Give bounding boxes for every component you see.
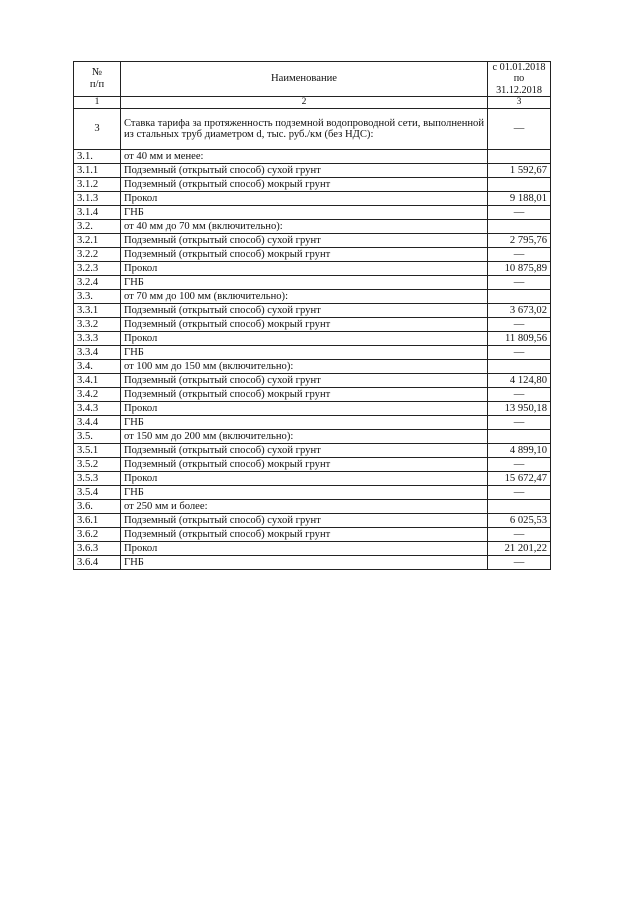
row-name: Подземный (открытый способ) мокрый грунт: [121, 528, 488, 542]
row-value: 10 875,89: [488, 262, 551, 276]
row-value: —: [488, 486, 551, 500]
row-name: ГНБ: [121, 276, 488, 290]
row-value: 3 673,02: [488, 304, 551, 318]
intro-row: [74, 109, 551, 150]
row-name: Подземный (открытый способ) мокрый грунт: [121, 178, 488, 192]
row-value: 9 188,01: [488, 192, 551, 206]
table-row: [74, 556, 551, 570]
row-name: Прокол: [121, 542, 488, 556]
tariff-table: [73, 61, 551, 570]
row-name: Прокол: [121, 262, 488, 276]
row-name: от 70 мм до 100 мм (включительно):: [121, 290, 488, 304]
table-row: [74, 430, 551, 444]
row-value: [488, 178, 551, 192]
table-row: [74, 192, 551, 206]
row-value: [488, 360, 551, 374]
column-index-row: [74, 97, 551, 109]
table-row: [74, 178, 551, 192]
table-row: [74, 248, 551, 262]
row-num: 3.2.3: [74, 262, 121, 276]
table-row: [74, 416, 551, 430]
row-num: 3.1.: [74, 150, 121, 164]
row-num: 3.6.2: [74, 528, 121, 542]
table-row: [74, 374, 551, 388]
row-name: ГНБ: [121, 556, 488, 570]
row-value: —: [488, 276, 551, 290]
row-name: ГНБ: [121, 206, 488, 220]
row-num: 3.6.1: [74, 514, 121, 528]
row-num: 3.1.4: [74, 206, 121, 220]
row-num: 3.6.4: [74, 556, 121, 570]
row-num: 3.3.1: [74, 304, 121, 318]
row-name: от 40 мм до 70 мм (включительно):: [121, 220, 488, 234]
column-index-2: 2: [121, 97, 488, 109]
row-name: Прокол: [121, 402, 488, 416]
header-value: с 01.01.2018 по 31.12.2018: [488, 62, 551, 97]
row-value: —: [488, 346, 551, 360]
row-num: 3.5.2: [74, 458, 121, 472]
row-num: 3.1.1: [74, 164, 121, 178]
row-value: —: [488, 556, 551, 570]
row-name: Подземный (открытый способ) мокрый грунт: [121, 388, 488, 402]
table-row: [74, 486, 551, 500]
row-name: от 40 мм и менее:: [121, 150, 488, 164]
table-row: [74, 472, 551, 486]
row-num: 3.3.4: [74, 346, 121, 360]
row-name: ГНБ: [121, 416, 488, 430]
row-num: 3.6.: [74, 500, 121, 514]
row-value: —: [488, 416, 551, 430]
row-name: от 150 мм до 200 мм (включительно):: [121, 430, 488, 444]
intro-name: Ставка тарифа за протяженность подземной водопроводной сети, выполненной из стальных труб диаметром d, тыс. руб./км (без НДС):: [121, 109, 488, 150]
row-value: [488, 220, 551, 234]
table-row: [74, 444, 551, 458]
row-name: ГНБ: [121, 486, 488, 500]
row-value: [488, 430, 551, 444]
row-name: Подземный (открытый способ) мокрый грунт: [121, 318, 488, 332]
row-value: —: [488, 388, 551, 402]
table-row: [74, 500, 551, 514]
table-row: [74, 290, 551, 304]
row-name: Прокол: [121, 192, 488, 206]
table-row: [74, 206, 551, 220]
row-value: —: [488, 206, 551, 220]
table-row: [74, 150, 551, 164]
table-row: [74, 402, 551, 416]
row-num: 3.6.3: [74, 542, 121, 556]
row-num: 3.3.2: [74, 318, 121, 332]
row-name: Подземный (открытый способ) сухой грунт: [121, 444, 488, 458]
row-value: 4 899,10: [488, 444, 551, 458]
column-index-1: 1: [74, 97, 121, 109]
row-num: 3.5.: [74, 430, 121, 444]
row-num: 3.4.: [74, 360, 121, 374]
intro-value: —: [488, 109, 551, 150]
header-name: Наименование: [121, 62, 488, 97]
row-num: 3.5.4: [74, 486, 121, 500]
row-name: Подземный (открытый способ) сухой грунт: [121, 164, 488, 178]
row-value: [488, 500, 551, 514]
row-num: 3.4.1: [74, 374, 121, 388]
row-name: Подземный (открытый способ) сухой грунт: [121, 374, 488, 388]
row-value: 11 809,56: [488, 332, 551, 346]
table-row: [74, 528, 551, 542]
row-num: 3.4.4: [74, 416, 121, 430]
row-name: Прокол: [121, 332, 488, 346]
table-row: [74, 514, 551, 528]
row-name: Прокол: [121, 472, 488, 486]
table-row: [74, 388, 551, 402]
column-index-3: 3: [488, 97, 551, 109]
table-row: [74, 262, 551, 276]
row-num: 3.2.2: [74, 248, 121, 262]
row-num: 3.1.3: [74, 192, 121, 206]
table-row: [74, 542, 551, 556]
table-row: [74, 318, 551, 332]
row-num: 3.5.1: [74, 444, 121, 458]
row-value: —: [488, 318, 551, 332]
row-num: 3.4.3: [74, 402, 121, 416]
table-row: [74, 332, 551, 346]
row-num: 3.2.1: [74, 234, 121, 248]
table-header-row: [74, 62, 551, 97]
row-value: [488, 290, 551, 304]
row-num: 3.1.2: [74, 178, 121, 192]
row-value: 2 795,76: [488, 234, 551, 248]
row-value: 4 124,80: [488, 374, 551, 388]
table-row: [74, 234, 551, 248]
row-name: ГНБ: [121, 346, 488, 360]
row-num: 3.3.3: [74, 332, 121, 346]
row-name: Подземный (открытый способ) мокрый грунт: [121, 458, 488, 472]
row-name: Подземный (открытый способ) сухой грунт: [121, 514, 488, 528]
row-name: Подземный (открытый способ) сухой грунт: [121, 304, 488, 318]
row-value: 21 201,22: [488, 542, 551, 556]
row-value: —: [488, 248, 551, 262]
row-value: [488, 150, 551, 164]
intro-num: 3: [74, 109, 121, 150]
table-row: [74, 220, 551, 234]
row-num: 3.4.2: [74, 388, 121, 402]
row-name: от 250 мм и более:: [121, 500, 488, 514]
row-name: Подземный (открытый способ) мокрый грунт: [121, 248, 488, 262]
table-row: [74, 346, 551, 360]
row-num: 3.2.: [74, 220, 121, 234]
row-value: 6 025,53: [488, 514, 551, 528]
row-value: 15 672,47: [488, 472, 551, 486]
header-num: № п/п: [74, 62, 121, 97]
table-row: [74, 304, 551, 318]
row-name: от 100 мм до 150 мм (включительно):: [121, 360, 488, 374]
row-value: 13 950,18: [488, 402, 551, 416]
table-row: [74, 458, 551, 472]
table-row: [74, 360, 551, 374]
row-name: Подземный (открытый способ) сухой грунт: [121, 234, 488, 248]
table-row: [74, 276, 551, 290]
row-num: 3.5.3: [74, 472, 121, 486]
row-value: 1 592,67: [488, 164, 551, 178]
row-num: 3.2.4: [74, 276, 121, 290]
row-value: —: [488, 458, 551, 472]
row-num: 3.3.: [74, 290, 121, 304]
row-value: —: [488, 528, 551, 542]
table-row: [74, 164, 551, 178]
